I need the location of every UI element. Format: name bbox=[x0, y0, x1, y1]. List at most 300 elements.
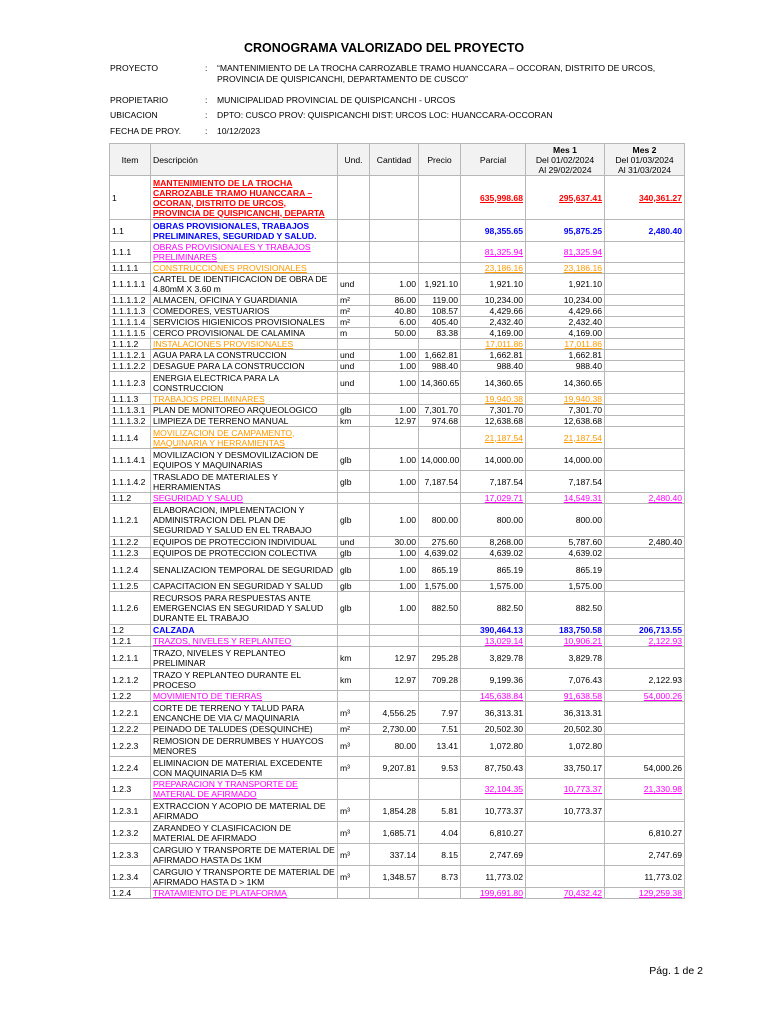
quantity-cell bbox=[370, 394, 419, 405]
month1-cell: 20,502.30 bbox=[526, 724, 605, 735]
quantity-cell: 337.14 bbox=[370, 844, 419, 866]
partial-cell: 4,169.00 bbox=[461, 328, 526, 339]
price-cell: 709.28 bbox=[419, 669, 461, 691]
month2-cell bbox=[605, 372, 685, 394]
table-row bbox=[110, 416, 685, 427]
partial-cell: 3,829.78 bbox=[461, 647, 526, 669]
quantity-cell: 4,556.25 bbox=[370, 702, 419, 724]
description-cell: INSTALACIONES PROVISIONALES bbox=[151, 339, 338, 350]
month1-cell bbox=[526, 844, 605, 866]
item-cell: 1.1.2.4 bbox=[110, 559, 151, 581]
month2-cell bbox=[605, 339, 685, 350]
col-unid: Und. bbox=[338, 144, 370, 176]
quantity-cell: 1.00 bbox=[370, 592, 419, 625]
description-cell: TRABAJOS PRELIMINARES bbox=[151, 394, 338, 405]
table-row bbox=[110, 724, 685, 735]
item-cell: 1.2.3 bbox=[110, 779, 151, 800]
unit-cell: m³ bbox=[338, 757, 370, 779]
month1-cell: 4,169.00 bbox=[526, 328, 605, 339]
price-cell: 974.68 bbox=[419, 416, 461, 427]
unit-cell: m² bbox=[338, 306, 370, 317]
price-cell: 865.19 bbox=[419, 559, 461, 581]
description-cell: CAPACITACION EN SEGURIDAD Y SALUD bbox=[151, 581, 338, 592]
table-row bbox=[110, 636, 685, 647]
price-cell: 275.60 bbox=[419, 537, 461, 548]
month2-cell bbox=[605, 724, 685, 735]
description-cell: EQUIPOS DE PROTECCION INDIVIDUAL bbox=[151, 537, 338, 548]
description-cell: MOVIMIENTO DE TIERRAS bbox=[151, 691, 338, 702]
month2-cell bbox=[605, 581, 685, 592]
fecha-label: FECHA DE PROY. bbox=[110, 126, 181, 136]
quantity-cell: 2,730.00 bbox=[370, 724, 419, 735]
mes2-title: Mes 2 bbox=[632, 144, 657, 155]
price-cell: 119.00 bbox=[419, 295, 461, 306]
description-cell: ELABORACION, IMPLEMENTACION Y ADMINISTRACION DEL PLAN DE SEGURIDAD Y SALUD EN EL TRABAJO bbox=[151, 504, 338, 537]
quantity-cell: 1.00 bbox=[370, 581, 419, 592]
description-cell: ELIMINACION DE MATERIAL EXCEDENTE CON MAQUINARIA D=5 KM bbox=[151, 757, 338, 779]
proyecto-value-line1: “MANTENIMIENTO DE LA TROCHA CARROZABLE TRAMO HUANCCARA – OCCORAN, DISTRITO DE URCOS, bbox=[217, 63, 656, 73]
partial-cell: 14,360.65 bbox=[461, 372, 526, 394]
unit-cell: km bbox=[338, 647, 370, 669]
month1-cell: 1,072.80 bbox=[526, 735, 605, 757]
table-row bbox=[110, 394, 685, 405]
unit-cell: glb bbox=[338, 559, 370, 581]
description-cell: EQUIPOS DE PROTECCION COLECTIVA bbox=[151, 548, 338, 559]
table-row bbox=[110, 669, 685, 691]
description-cell: CERCO PROVISIONAL DE CALAMINA bbox=[151, 328, 338, 339]
item-cell: 1.1.1.2 bbox=[110, 339, 151, 350]
quantity-cell bbox=[370, 691, 419, 702]
quantity-cell bbox=[370, 176, 419, 220]
table-row bbox=[110, 328, 685, 339]
mes2-from: Del 01/03/2024 bbox=[615, 154, 674, 165]
month1-cell: 14,000.00 bbox=[526, 449, 605, 471]
item-cell: 1.2.2.4 bbox=[110, 757, 151, 779]
col-descripcion: Descripción bbox=[151, 144, 338, 176]
price-cell: 882.50 bbox=[419, 592, 461, 625]
item-cell: 1.1.2.6 bbox=[110, 592, 151, 625]
price-cell: 1,575.00 bbox=[419, 581, 461, 592]
month2-cell bbox=[605, 449, 685, 471]
table-row bbox=[110, 405, 685, 416]
partial-cell: 8,268.00 bbox=[461, 537, 526, 548]
proyecto-value bbox=[217, 63, 677, 85]
unit-cell bbox=[338, 636, 370, 647]
unit-cell: m² bbox=[338, 317, 370, 328]
price-cell bbox=[419, 427, 461, 449]
table-row bbox=[110, 176, 685, 220]
month1-cell: 70,432.42 bbox=[526, 888, 605, 899]
price-cell: 9.53 bbox=[419, 757, 461, 779]
unit-cell bbox=[338, 888, 370, 899]
unit-cell: km bbox=[338, 669, 370, 691]
month2-cell: 6,810.27 bbox=[605, 822, 685, 844]
quantity-cell: 12.97 bbox=[370, 416, 419, 427]
table-row bbox=[110, 559, 685, 581]
quantity-cell bbox=[370, 339, 419, 350]
item-cell: 1.2.3.4 bbox=[110, 866, 151, 888]
partial-cell: 98,355.65 bbox=[461, 220, 526, 242]
item-cell: 1.1.1.2.3 bbox=[110, 372, 151, 394]
description-cell: PEINADO DE TALUDES (DESQUINCHE) bbox=[151, 724, 338, 735]
description-cell: ZARANDEO Y CLASIFICACION DE MATERIAL DE AFIRMADO bbox=[151, 822, 338, 844]
quantity-cell bbox=[370, 636, 419, 647]
unit-cell: glb bbox=[338, 581, 370, 592]
unit-cell: und bbox=[338, 361, 370, 372]
partial-cell: 20,502.30 bbox=[461, 724, 526, 735]
price-cell: 14,360.65 bbox=[419, 372, 461, 394]
quantity-cell bbox=[370, 263, 419, 274]
page-number: Pág. 1 de 2 bbox=[649, 965, 703, 977]
partial-cell: 17,011.86 bbox=[461, 339, 526, 350]
table-row bbox=[110, 548, 685, 559]
unit-cell bbox=[338, 242, 370, 263]
price-cell: 7,301.70 bbox=[419, 405, 461, 416]
description-cell: PLAN DE MONITOREO ARQUEOLOGICO bbox=[151, 405, 338, 416]
month2-cell: 2,122.93 bbox=[605, 636, 685, 647]
price-cell bbox=[419, 636, 461, 647]
table-row bbox=[110, 822, 685, 844]
month1-cell: 865.19 bbox=[526, 559, 605, 581]
quantity-cell: 12.97 bbox=[370, 647, 419, 669]
price-cell bbox=[419, 493, 461, 504]
table-row bbox=[110, 888, 685, 899]
month2-cell: 2,480.40 bbox=[605, 220, 685, 242]
item-cell: 1.2.3.3 bbox=[110, 844, 151, 866]
month1-cell: 3,829.78 bbox=[526, 647, 605, 669]
description-cell: EXTRACCION Y ACOPIO DE MATERIAL DE AFIRMADO bbox=[151, 800, 338, 822]
month1-cell: 33,750.17 bbox=[526, 757, 605, 779]
item-cell: 1.1.1.1 bbox=[110, 263, 151, 274]
table-row bbox=[110, 625, 685, 636]
partial-cell: 4,429.66 bbox=[461, 306, 526, 317]
item-cell: 1.1.2.3 bbox=[110, 548, 151, 559]
unit-cell bbox=[338, 339, 370, 350]
item-cell: 1.1.2.2 bbox=[110, 537, 151, 548]
col-item: Item bbox=[110, 144, 151, 176]
partial-cell: 81,325.94 bbox=[461, 242, 526, 263]
table-row bbox=[110, 449, 685, 471]
partial-cell: 6,810.27 bbox=[461, 822, 526, 844]
partial-cell: 882.50 bbox=[461, 592, 526, 625]
quantity-cell: 12.97 bbox=[370, 669, 419, 691]
quantity-cell bbox=[370, 242, 419, 263]
month1-cell: 7,187.54 bbox=[526, 471, 605, 493]
partial-cell: 12,638.68 bbox=[461, 416, 526, 427]
price-cell bbox=[419, 176, 461, 220]
month1-cell: 10,773.37 bbox=[526, 779, 605, 800]
month1-cell: 7,301.70 bbox=[526, 405, 605, 416]
unit-cell: glb bbox=[338, 449, 370, 471]
unit-cell: glb bbox=[338, 405, 370, 416]
item-cell: 1.1.1.4 bbox=[110, 427, 151, 449]
table-row bbox=[110, 504, 685, 537]
month1-cell: 988.40 bbox=[526, 361, 605, 372]
month2-cell bbox=[605, 427, 685, 449]
month2-cell: 2,122.93 bbox=[605, 669, 685, 691]
mes1-to: Al 29/02/2024 bbox=[538, 164, 592, 175]
table-row bbox=[110, 220, 685, 242]
item-cell: 1.1.1 bbox=[110, 242, 151, 263]
item-cell: 1.2.2.2 bbox=[110, 724, 151, 735]
month2-cell bbox=[605, 800, 685, 822]
price-cell: 8.15 bbox=[419, 844, 461, 866]
partial-cell: 87,750.43 bbox=[461, 757, 526, 779]
col-cantidad: Cantidad bbox=[370, 144, 419, 176]
unit-cell: glb bbox=[338, 592, 370, 625]
unit-cell: m³ bbox=[338, 702, 370, 724]
month2-cell bbox=[605, 242, 685, 263]
item-cell: 1.2.2.1 bbox=[110, 702, 151, 724]
table-row bbox=[110, 317, 685, 328]
unit-cell: km bbox=[338, 416, 370, 427]
table-row bbox=[110, 779, 685, 800]
price-cell: 405.40 bbox=[419, 317, 461, 328]
unit-cell: m² bbox=[338, 724, 370, 735]
month2-cell: 2,480.40 bbox=[605, 493, 685, 504]
quantity-cell: 1.00 bbox=[370, 361, 419, 372]
unit-cell bbox=[338, 779, 370, 800]
unit-cell bbox=[338, 427, 370, 449]
item-cell: 1.2.1.2 bbox=[110, 669, 151, 691]
table-row bbox=[110, 274, 685, 295]
description-cell: CONSTRUCCIONES PROVISIONALES bbox=[151, 263, 338, 274]
month2-cell bbox=[605, 416, 685, 427]
unit-cell bbox=[338, 220, 370, 242]
description-cell: OBRAS PROVISIONALES Y TRABAJOS PRELIMINARES bbox=[151, 242, 338, 263]
quantity-cell: 1,685.71 bbox=[370, 822, 419, 844]
item-cell: 1.1.1.3.1 bbox=[110, 405, 151, 416]
table-row bbox=[110, 757, 685, 779]
item-cell: 1.2.2 bbox=[110, 691, 151, 702]
price-cell: 988.40 bbox=[419, 361, 461, 372]
partial-cell: 988.40 bbox=[461, 361, 526, 372]
item-cell: 1.1.1.4.2 bbox=[110, 471, 151, 493]
item-cell: 1.1.1.4.1 bbox=[110, 449, 151, 471]
table-row bbox=[110, 427, 685, 449]
item-cell: 1.1.1.1.5 bbox=[110, 328, 151, 339]
colon: : bbox=[205, 95, 208, 105]
quantity-cell: 1.00 bbox=[370, 372, 419, 394]
quantity-cell: 30.00 bbox=[370, 537, 419, 548]
quantity-cell: 1.00 bbox=[370, 449, 419, 471]
price-cell bbox=[419, 220, 461, 242]
price-cell: 13.41 bbox=[419, 735, 461, 757]
table-row bbox=[110, 800, 685, 822]
item-cell: 1.2.3.2 bbox=[110, 822, 151, 844]
item-cell: 1.2.1.1 bbox=[110, 647, 151, 669]
partial-cell: 36,313.31 bbox=[461, 702, 526, 724]
description-cell: ENERGIA ELECTRICA PARA LA CONSTRUCCION bbox=[151, 372, 338, 394]
description-cell: MANTENIMIENTO DE LA TROCHA CARROZABLE TRAMO HUANCCARA – OCORAN, DISTRITO DE URCOS, PROVINCIA DE QUISPICANCHI, DEPARTA bbox=[151, 176, 338, 220]
month1-cell bbox=[526, 822, 605, 844]
unit-cell: m³ bbox=[338, 735, 370, 757]
table-row bbox=[110, 691, 685, 702]
item-cell: 1.2.2.3 bbox=[110, 735, 151, 757]
meta-ubicacion bbox=[110, 110, 677, 121]
item-cell: 1.1.1.3 bbox=[110, 394, 151, 405]
unit-cell: und bbox=[338, 537, 370, 548]
month1-cell: 81,325.94 bbox=[526, 242, 605, 263]
item-cell: 1.1.1.1.2 bbox=[110, 295, 151, 306]
table-row bbox=[110, 647, 685, 669]
month1-cell bbox=[526, 866, 605, 888]
price-cell bbox=[419, 691, 461, 702]
month1-cell: 800.00 bbox=[526, 504, 605, 537]
description-cell: MOVILIZACION DE CAMPAMENTO, MAQUINARIA Y HERRAMIENTAS bbox=[151, 427, 338, 449]
month2-cell bbox=[605, 350, 685, 361]
table-row bbox=[110, 844, 685, 866]
month1-cell: 12,638.68 bbox=[526, 416, 605, 427]
description-cell: PREPARACION Y TRANSPORTE DE MATERIAL DE AFIRMADO bbox=[151, 779, 338, 800]
meta-fecha bbox=[110, 126, 677, 137]
price-cell: 4,639.02 bbox=[419, 548, 461, 559]
description-cell: MOVILIZACION Y DESMOVILIZACION DE EQUIPOS Y MAQUINARIAS bbox=[151, 449, 338, 471]
unit-cell: m³ bbox=[338, 800, 370, 822]
meta-propietario bbox=[110, 95, 677, 106]
partial-cell: 2,432.40 bbox=[461, 317, 526, 328]
item-cell: 1.2 bbox=[110, 625, 151, 636]
description-cell: DESAGUE PARA LA CONSTRUCCION bbox=[151, 361, 338, 372]
unit-cell: m³ bbox=[338, 844, 370, 866]
table-row bbox=[110, 592, 685, 625]
month1-cell: 17,011.86 bbox=[526, 339, 605, 350]
price-cell bbox=[419, 888, 461, 899]
month2-cell bbox=[605, 274, 685, 295]
col-precio: Precio bbox=[419, 144, 461, 176]
month2-cell bbox=[605, 647, 685, 669]
month1-cell: 183,750.58 bbox=[526, 625, 605, 636]
month2-cell: 129,259.38 bbox=[605, 888, 685, 899]
partial-cell: 635,998.68 bbox=[461, 176, 526, 220]
partial-cell: 14,000.00 bbox=[461, 449, 526, 471]
description-cell: COMEDORES, VESTUARIOS bbox=[151, 306, 338, 317]
table-row bbox=[110, 350, 685, 361]
col-mes2 bbox=[605, 144, 685, 176]
partial-cell: 390,464.13 bbox=[461, 625, 526, 636]
schedule-body bbox=[110, 176, 685, 899]
colon: : bbox=[205, 110, 208, 120]
description-cell: CARGUIO Y TRANSPORTE DE MATERIAL DE AFIRMADO HASTA D≤ 1KM bbox=[151, 844, 338, 866]
quantity-cell bbox=[370, 427, 419, 449]
month2-cell bbox=[605, 592, 685, 625]
quantity-cell: 50.00 bbox=[370, 328, 419, 339]
month2-cell bbox=[605, 559, 685, 581]
fecha-value: 10/12/2023 bbox=[217, 126, 261, 136]
table-row bbox=[110, 372, 685, 394]
unit-cell: m² bbox=[338, 295, 370, 306]
document-title: CRONOGRAMA VALORIZADO DEL PROYECTO bbox=[243, 41, 525, 55]
item-cell: 1.2.4 bbox=[110, 888, 151, 899]
meta-proyecto bbox=[110, 63, 677, 85]
partial-cell: 19,940.38 bbox=[461, 394, 526, 405]
quantity-cell bbox=[370, 779, 419, 800]
month2-cell: 206,713.55 bbox=[605, 625, 685, 636]
ubicacion-label: UBICACION bbox=[110, 110, 158, 120]
month1-cell: 23,186.16 bbox=[526, 263, 605, 274]
description-cell: SENALIZACION TEMPORAL DE SEGURIDAD bbox=[151, 559, 338, 581]
description-cell: TRATAMIENTO DE PLATAFORMA bbox=[151, 888, 338, 899]
month2-cell: 21,330.98 bbox=[605, 779, 685, 800]
table-row bbox=[110, 361, 685, 372]
schedule-table bbox=[109, 143, 685, 899]
item-cell: 1.1.2.1 bbox=[110, 504, 151, 537]
price-cell: 1,662.81 bbox=[419, 350, 461, 361]
partial-cell: 145,638.84 bbox=[461, 691, 526, 702]
item-cell: 1.1.1.1.3 bbox=[110, 306, 151, 317]
description-cell: TRASLADO DE MATERIALES Y HERRAMIENTAS bbox=[151, 471, 338, 493]
price-cell bbox=[419, 779, 461, 800]
price-cell: 295.28 bbox=[419, 647, 461, 669]
partial-cell: 7,301.70 bbox=[461, 405, 526, 416]
mes1-title: Mes 1 bbox=[553, 144, 577, 155]
quantity-cell: 1.00 bbox=[370, 274, 419, 295]
partial-cell: 17,029.71 bbox=[461, 493, 526, 504]
quantity-cell bbox=[370, 493, 419, 504]
price-cell bbox=[419, 394, 461, 405]
unit-cell bbox=[338, 493, 370, 504]
item-cell: 1.2.3.1 bbox=[110, 800, 151, 822]
month2-cell: 340,361.27 bbox=[605, 176, 685, 220]
mes2-to: Al 31/03/2024 bbox=[617, 164, 672, 175]
unit-cell bbox=[338, 176, 370, 220]
description-cell: CARTEL DE IDENTIFICACION DE OBRA DE 4.80mM X 3.60 m bbox=[151, 274, 338, 295]
month1-cell: 95,875.25 bbox=[526, 220, 605, 242]
month2-cell: 54,000.26 bbox=[605, 691, 685, 702]
month2-cell bbox=[605, 361, 685, 372]
col-parcial: Parcial bbox=[461, 144, 526, 176]
quantity-cell: 9,207.81 bbox=[370, 757, 419, 779]
month1-cell: 19,940.38 bbox=[526, 394, 605, 405]
mes1-from: Del 01/02/2024 bbox=[535, 154, 595, 165]
price-cell: 7.97 bbox=[419, 702, 461, 724]
table-row bbox=[110, 242, 685, 263]
month2-cell bbox=[605, 394, 685, 405]
quantity-cell: 1.00 bbox=[370, 504, 419, 537]
description-cell: TRAZO, NIVELES Y REPLANTEO PRELIMINAR bbox=[151, 647, 338, 669]
colon: : bbox=[205, 63, 208, 73]
description-cell: AGUA PARA LA CONSTRUCCION bbox=[151, 350, 338, 361]
month1-cell: 10,773.37 bbox=[526, 800, 605, 822]
partial-cell: 2,747.69 bbox=[461, 844, 526, 866]
table-row bbox=[110, 295, 685, 306]
proyecto-value-line2: PROVINCIA DE QUISPICANCHI, DEPARTAMENTO DE CUSCO” bbox=[217, 74, 469, 84]
table-row bbox=[110, 339, 685, 350]
partial-cell: 1,662.81 bbox=[461, 350, 526, 361]
quantity-cell: 1.00 bbox=[370, 350, 419, 361]
item-cell: 1.1.1.1.4 bbox=[110, 317, 151, 328]
month1-cell: 1,921.10 bbox=[526, 274, 605, 295]
month1-cell: 10,234.00 bbox=[526, 295, 605, 306]
item-cell: 1.1.1.2.2 bbox=[110, 361, 151, 372]
partial-cell: 800.00 bbox=[461, 504, 526, 537]
partial-cell: 7,187.54 bbox=[461, 471, 526, 493]
table-row bbox=[110, 866, 685, 888]
table-row bbox=[110, 735, 685, 757]
price-cell: 1,921.10 bbox=[419, 274, 461, 295]
partial-cell: 1,575.00 bbox=[461, 581, 526, 592]
partial-cell: 865.19 bbox=[461, 559, 526, 581]
month1-cell: 91,638.58 bbox=[526, 691, 605, 702]
description-cell: ALMACEN, OFICINA Y GUARDIANIA bbox=[151, 295, 338, 306]
month2-cell bbox=[605, 548, 685, 559]
month2-cell: 2,480.40 bbox=[605, 537, 685, 548]
month1-cell: 10,906.21 bbox=[526, 636, 605, 647]
unit-cell: glb bbox=[338, 548, 370, 559]
month1-cell: 14,549.31 bbox=[526, 493, 605, 504]
description-cell: CALZADA bbox=[151, 625, 338, 636]
month1-cell: 1,575.00 bbox=[526, 581, 605, 592]
